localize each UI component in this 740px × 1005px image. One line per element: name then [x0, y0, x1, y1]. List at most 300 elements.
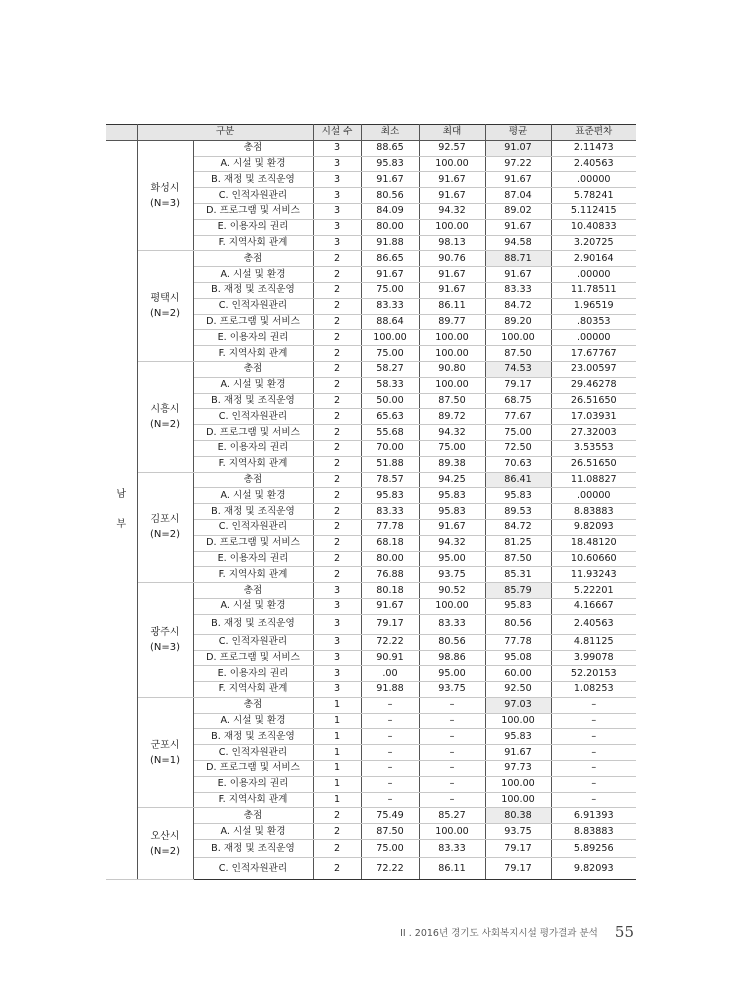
min-cell: .00	[361, 666, 419, 682]
table-row-total	[106, 472, 636, 488]
min-cell: 84.09	[361, 203, 419, 219]
min-cell: 83.33	[361, 298, 419, 314]
max-cell: –	[419, 697, 485, 713]
max-cell: 95.83	[419, 504, 485, 520]
item-cell: F. 지역사회 관계	[193, 792, 313, 808]
table-row-total	[106, 583, 636, 599]
min-cell: 68.18	[361, 535, 419, 551]
max-cell: 93.75	[419, 567, 485, 583]
item-cell: F. 지역사회 관계	[193, 567, 313, 583]
sd-cell: 11.08827	[551, 472, 636, 488]
max-cell: –	[419, 792, 485, 808]
max-cell: –	[419, 776, 485, 792]
facility-count-cell: 3	[313, 219, 361, 235]
mean-cell: 84.72	[485, 519, 551, 535]
table-row-total	[106, 361, 636, 377]
mean-cell: 79.17	[485, 840, 551, 858]
max-cell: 80.56	[419, 634, 485, 650]
min-cell: 72.22	[361, 634, 419, 650]
max-cell: 100.00	[419, 824, 485, 840]
sd-cell: .00000	[551, 172, 636, 188]
item-cell: A. 시설 및 환경	[193, 377, 313, 393]
sd-cell: 3.53553	[551, 440, 636, 456]
min-cell: 58.27	[361, 361, 419, 377]
facility-count-cell: 2	[313, 440, 361, 456]
item-cell: A. 시설 및 환경	[193, 488, 313, 504]
item-cell: C. 인적자원관리	[193, 409, 313, 425]
sd-cell: 17.03931	[551, 409, 636, 425]
mean-cell: 100.00	[485, 792, 551, 808]
facility-count-cell: 2	[313, 488, 361, 504]
min-cell: 72.22	[361, 858, 419, 880]
item-cell: C. 인적자원관리	[193, 745, 313, 761]
facility-count-cell: 2	[313, 251, 361, 267]
item-cell: B. 재정 및 조직운영	[193, 504, 313, 520]
min-cell: 75.00	[361, 840, 419, 858]
facility-count-cell: 2	[313, 330, 361, 346]
mean-cell: 100.00	[485, 713, 551, 729]
min-cell: 77.78	[361, 519, 419, 535]
page-footer	[400, 922, 634, 940]
sd-cell: .00000	[551, 330, 636, 346]
mean-cell: 83.33	[485, 282, 551, 298]
mean-cell: 72.50	[485, 440, 551, 456]
min-cell: 75.00	[361, 346, 419, 362]
sd-cell: –	[551, 713, 636, 729]
facility-count-cell: 3	[313, 235, 361, 251]
min-cell: 75.49	[361, 808, 419, 824]
mean-cell: 91.67	[485, 267, 551, 283]
item-cell: F. 지역사회 관계	[193, 456, 313, 472]
min-cell: –	[361, 713, 419, 729]
max-cell: 92.57	[419, 140, 485, 156]
min-cell: 55.68	[361, 425, 419, 441]
facility-count-cell: 3	[313, 634, 361, 650]
mean-cell: 95.83	[485, 729, 551, 745]
min-cell: 91.67	[361, 267, 419, 283]
sd-cell: 4.81125	[551, 634, 636, 650]
sd-cell: 5.112415	[551, 203, 636, 219]
max-cell: –	[419, 761, 485, 777]
max-cell: 95.00	[419, 551, 485, 567]
min-cell: 95.83	[361, 488, 419, 504]
min-cell: 80.56	[361, 188, 419, 204]
facility-count-cell: 2	[313, 808, 361, 824]
max-cell: 91.67	[419, 282, 485, 298]
item-cell: B. 재정 및 조직운영	[193, 393, 313, 409]
min-cell: 91.88	[361, 682, 419, 698]
item-cell: D. 프로그램 및 서비스	[193, 650, 313, 666]
facility-count-cell: 3	[313, 583, 361, 599]
sd-cell: –	[551, 776, 636, 792]
item-cell: E. 이용자의 권리	[193, 330, 313, 346]
header-facilities: 시설 수	[313, 125, 361, 141]
mean-cell: 91.67	[485, 745, 551, 761]
sd-cell: 2.90164	[551, 251, 636, 267]
mean-cell: 94.58	[485, 235, 551, 251]
sd-cell: 8.83883	[551, 824, 636, 840]
min-cell: 65.63	[361, 409, 419, 425]
sd-cell: 2.40563	[551, 614, 636, 634]
item-cell: E. 이용자의 권리	[193, 776, 313, 792]
mean-cell: 91.67	[485, 219, 551, 235]
max-cell: 89.38	[419, 456, 485, 472]
city-cell: 화성시 (N=3)	[137, 140, 193, 251]
min-cell: –	[361, 745, 419, 761]
item-cell: C. 인적자원관리	[193, 519, 313, 535]
max-cell: 100.00	[419, 219, 485, 235]
city-cell: 김포시 (N=2)	[137, 472, 193, 583]
mean-cell: 74.53	[485, 361, 551, 377]
stats-table	[106, 124, 636, 880]
header-row	[106, 125, 636, 141]
max-cell: 89.77	[419, 314, 485, 330]
mean-cell: 79.17	[485, 858, 551, 880]
item-cell: B. 재정 및 조직운영	[193, 840, 313, 858]
facility-count-cell: 2	[313, 519, 361, 535]
sd-cell: 4.16667	[551, 598, 636, 614]
header-group: 구분	[137, 125, 313, 141]
mean-cell: 97.73	[485, 761, 551, 777]
max-cell: 86.11	[419, 298, 485, 314]
facility-count-cell: 3	[313, 650, 361, 666]
facility-count-cell: 3	[313, 188, 361, 204]
mean-cell: 68.75	[485, 393, 551, 409]
max-cell: –	[419, 745, 485, 761]
facility-count-cell: 1	[313, 776, 361, 792]
item-cell: 총점	[193, 251, 313, 267]
facility-count-cell: 2	[313, 824, 361, 840]
sd-cell: 17.67767	[551, 346, 636, 362]
facility-count-cell: 2	[313, 377, 361, 393]
facility-count-cell: 2	[313, 551, 361, 567]
facility-count-cell: 1	[313, 697, 361, 713]
max-cell: 94.25	[419, 472, 485, 488]
header-blank	[106, 125, 137, 141]
table-row-total	[106, 697, 636, 713]
max-cell: 95.00	[419, 666, 485, 682]
sd-cell: –	[551, 761, 636, 777]
max-cell: 98.86	[419, 650, 485, 666]
min-cell: –	[361, 761, 419, 777]
max-cell: 90.80	[419, 361, 485, 377]
sd-cell: 1.96519	[551, 298, 636, 314]
mean-cell: 81.25	[485, 535, 551, 551]
min-cell: 86.65	[361, 251, 419, 267]
item-cell: D. 프로그램 및 서비스	[193, 203, 313, 219]
mean-cell: 91.07	[485, 140, 551, 156]
sd-cell: 8.83883	[551, 504, 636, 520]
facility-count-cell: 2	[313, 282, 361, 298]
region-cell: 남 부	[106, 140, 137, 879]
min-cell: 87.50	[361, 824, 419, 840]
min-cell: 100.00	[361, 330, 419, 346]
sd-cell: 3.20725	[551, 235, 636, 251]
max-cell: 100.00	[419, 346, 485, 362]
item-cell: C. 인적자원관리	[193, 298, 313, 314]
mean-cell: 88.71	[485, 251, 551, 267]
mean-cell: 87.04	[485, 188, 551, 204]
max-cell: 100.00	[419, 156, 485, 172]
sd-cell: 10.60660	[551, 551, 636, 567]
sd-cell: 23.00597	[551, 361, 636, 377]
facility-count-cell: 2	[313, 535, 361, 551]
facility-count-cell: 2	[313, 504, 361, 520]
min-cell: 91.67	[361, 172, 419, 188]
min-cell: 80.18	[361, 583, 419, 599]
item-cell: D. 프로그램 및 서비스	[193, 535, 313, 551]
facility-count-cell: 2	[313, 393, 361, 409]
item-cell: F. 지역사회 관계	[193, 682, 313, 698]
item-cell: F. 지역사회 관계	[193, 235, 313, 251]
facility-count-cell: 1	[313, 792, 361, 808]
min-cell: 51.88	[361, 456, 419, 472]
item-cell: 총점	[193, 361, 313, 377]
city-cell: 군포시 (N=1)	[137, 697, 193, 808]
min-cell: 88.64	[361, 314, 419, 330]
sd-cell: 27.32003	[551, 425, 636, 441]
mean-cell: 77.78	[485, 634, 551, 650]
item-cell: E. 이용자의 권리	[193, 666, 313, 682]
table-row-total	[106, 808, 636, 824]
min-cell: 75.00	[361, 282, 419, 298]
sd-cell: 10.40833	[551, 219, 636, 235]
sd-cell: 26.51650	[551, 393, 636, 409]
facility-count-cell: 2	[313, 409, 361, 425]
max-cell: 93.75	[419, 682, 485, 698]
max-cell: –	[419, 713, 485, 729]
mean-cell: 80.56	[485, 614, 551, 634]
facility-count-cell: 1	[313, 745, 361, 761]
sd-cell: 11.78511	[551, 282, 636, 298]
mean-cell: 95.83	[485, 488, 551, 504]
min-cell: 80.00	[361, 219, 419, 235]
facility-count-cell: 2	[313, 425, 361, 441]
sd-cell: –	[551, 697, 636, 713]
mean-cell: 91.67	[485, 172, 551, 188]
item-cell: B. 재정 및 조직운영	[193, 729, 313, 745]
sd-cell: 9.82093	[551, 519, 636, 535]
facility-count-cell: 2	[313, 456, 361, 472]
max-cell: 100.00	[419, 377, 485, 393]
item-cell: E. 이용자의 권리	[193, 551, 313, 567]
item-cell: 총점	[193, 583, 313, 599]
table-row-total	[106, 251, 636, 267]
mean-cell: 86.41	[485, 472, 551, 488]
item-cell: 총점	[193, 140, 313, 156]
city-cell: 시흥시 (N=2)	[137, 361, 193, 472]
sd-cell: 5.22201	[551, 583, 636, 599]
item-cell: C. 인적자원관리	[193, 188, 313, 204]
facility-count-cell: 2	[313, 346, 361, 362]
min-cell: 83.33	[361, 504, 419, 520]
facility-count-cell: 3	[313, 203, 361, 219]
min-cell: 78.57	[361, 472, 419, 488]
header-mean: 평균	[485, 125, 551, 141]
sd-cell: 2.11473	[551, 140, 636, 156]
sd-cell: 26.51650	[551, 456, 636, 472]
min-cell: 91.88	[361, 235, 419, 251]
max-cell: 91.67	[419, 172, 485, 188]
max-cell: 90.76	[419, 251, 485, 267]
mean-cell: 97.22	[485, 156, 551, 172]
sd-cell: 29.46278	[551, 377, 636, 393]
item-cell: A. 시설 및 환경	[193, 267, 313, 283]
city-cell: 오산시 (N=2)	[137, 808, 193, 880]
max-cell: 86.11	[419, 858, 485, 880]
max-cell: 91.67	[419, 188, 485, 204]
page-number: 55	[614, 923, 634, 941]
max-cell: 89.72	[419, 409, 485, 425]
mean-cell: 60.00	[485, 666, 551, 682]
header-min: 최소	[361, 125, 419, 141]
mean-cell: 80.38	[485, 808, 551, 824]
item-cell: D. 프로그램 및 서비스	[193, 761, 313, 777]
item-cell: A. 시설 및 환경	[193, 713, 313, 729]
sd-cell: .00000	[551, 267, 636, 283]
sd-cell: 6.91393	[551, 808, 636, 824]
item-cell: B. 재정 및 조직운영	[193, 614, 313, 634]
mean-cell: 87.50	[485, 551, 551, 567]
max-cell: 94.32	[419, 203, 485, 219]
max-cell: 91.67	[419, 519, 485, 535]
min-cell: 58.33	[361, 377, 419, 393]
item-cell: E. 이용자의 권리	[193, 440, 313, 456]
mean-cell: 89.53	[485, 504, 551, 520]
mean-cell: 85.79	[485, 583, 551, 599]
max-cell: 100.00	[419, 330, 485, 346]
facility-count-cell: 3	[313, 156, 361, 172]
facility-count-cell: 1	[313, 729, 361, 745]
sd-cell: .80353	[551, 314, 636, 330]
item-cell: B. 재정 및 조직운영	[193, 172, 313, 188]
sd-cell: 3.99078	[551, 650, 636, 666]
max-cell: 85.27	[419, 808, 485, 824]
facility-count-cell: 2	[313, 361, 361, 377]
facility-count-cell: 1	[313, 761, 361, 777]
sd-cell: .00000	[551, 488, 636, 504]
item-cell: D. 프로그램 및 서비스	[193, 314, 313, 330]
item-cell: A. 시설 및 환경	[193, 156, 313, 172]
min-cell: 70.00	[361, 440, 419, 456]
facility-count-cell: 1	[313, 713, 361, 729]
mean-cell: 89.02	[485, 203, 551, 219]
item-cell: F. 지역사회 관계	[193, 346, 313, 362]
sd-cell: 5.78241	[551, 188, 636, 204]
item-cell: E. 이용자의 권리	[193, 219, 313, 235]
facility-count-cell: 2	[313, 472, 361, 488]
facility-count-cell: 3	[313, 666, 361, 682]
table-row-total	[106, 140, 636, 156]
facility-count-cell: 2	[313, 267, 361, 283]
facility-count-cell: 3	[313, 598, 361, 614]
item-cell: A. 시설 및 환경	[193, 598, 313, 614]
item-cell: D. 프로그램 및 서비스	[193, 425, 313, 441]
mean-cell: 79.17	[485, 377, 551, 393]
header-sd: 표준편차	[551, 125, 636, 141]
min-cell: 80.00	[361, 551, 419, 567]
mean-cell: 93.75	[485, 824, 551, 840]
min-cell: –	[361, 729, 419, 745]
mean-cell: 92.50	[485, 682, 551, 698]
city-cell: 광주시 (N=3)	[137, 583, 193, 698]
sd-cell: 9.82093	[551, 858, 636, 880]
item-cell: B. 재정 및 조직운영	[193, 282, 313, 298]
facility-count-cell: 3	[313, 140, 361, 156]
mean-cell: 95.83	[485, 598, 551, 614]
min-cell: 91.67	[361, 598, 419, 614]
max-cell: –	[419, 729, 485, 745]
max-cell: 95.83	[419, 488, 485, 504]
footer-text: II . 2016년 경기도 사회복지시설 평가결과 분석	[400, 928, 598, 939]
mean-cell: 85.31	[485, 567, 551, 583]
item-cell: 총점	[193, 808, 313, 824]
item-cell: C. 인적자원관리	[193, 634, 313, 650]
max-cell: 83.33	[419, 840, 485, 858]
min-cell: –	[361, 776, 419, 792]
mean-cell: 95.08	[485, 650, 551, 666]
min-cell: 79.17	[361, 614, 419, 634]
max-cell: 100.00	[419, 598, 485, 614]
city-cell: 평택시 (N=2)	[137, 251, 193, 362]
mean-cell: 70.63	[485, 456, 551, 472]
facility-count-cell: 2	[313, 840, 361, 858]
sd-cell: –	[551, 745, 636, 761]
header-max: 최대	[419, 125, 485, 141]
facility-count-cell: 3	[313, 682, 361, 698]
max-cell: 98.13	[419, 235, 485, 251]
item-cell: A. 시설 및 환경	[193, 824, 313, 840]
facility-count-cell: 3	[313, 614, 361, 634]
sd-cell: 1.08253	[551, 682, 636, 698]
mean-cell: 97.03	[485, 697, 551, 713]
sd-cell: 5.89256	[551, 840, 636, 858]
item-cell: 총점	[193, 697, 313, 713]
min-cell: –	[361, 697, 419, 713]
max-cell: 87.50	[419, 393, 485, 409]
mean-cell: 75.00	[485, 425, 551, 441]
min-cell: 95.83	[361, 156, 419, 172]
sd-cell: 18.48120	[551, 535, 636, 551]
max-cell: 94.32	[419, 535, 485, 551]
sd-cell: –	[551, 729, 636, 745]
max-cell: 83.33	[419, 614, 485, 634]
min-cell: 88.65	[361, 140, 419, 156]
mean-cell: 100.00	[485, 776, 551, 792]
facility-count-cell: 2	[313, 858, 361, 880]
facility-count-cell: 2	[313, 567, 361, 583]
mean-cell: 77.67	[485, 409, 551, 425]
min-cell: 90.91	[361, 650, 419, 666]
min-cell: 76.88	[361, 567, 419, 583]
facility-count-cell: 2	[313, 314, 361, 330]
item-cell: 총점	[193, 472, 313, 488]
max-cell: 75.00	[419, 440, 485, 456]
min-cell: 50.00	[361, 393, 419, 409]
mean-cell: 84.72	[485, 298, 551, 314]
sd-cell: –	[551, 792, 636, 808]
mean-cell: 100.00	[485, 330, 551, 346]
max-cell: 90.52	[419, 583, 485, 599]
min-cell: –	[361, 792, 419, 808]
max-cell: 91.67	[419, 267, 485, 283]
sd-cell: 52.20153	[551, 666, 636, 682]
facility-count-cell: 3	[313, 172, 361, 188]
item-cell: C. 인적자원관리	[193, 858, 313, 880]
sd-cell: 11.93243	[551, 567, 636, 583]
mean-cell: 87.50	[485, 346, 551, 362]
sd-cell: 2.40563	[551, 156, 636, 172]
